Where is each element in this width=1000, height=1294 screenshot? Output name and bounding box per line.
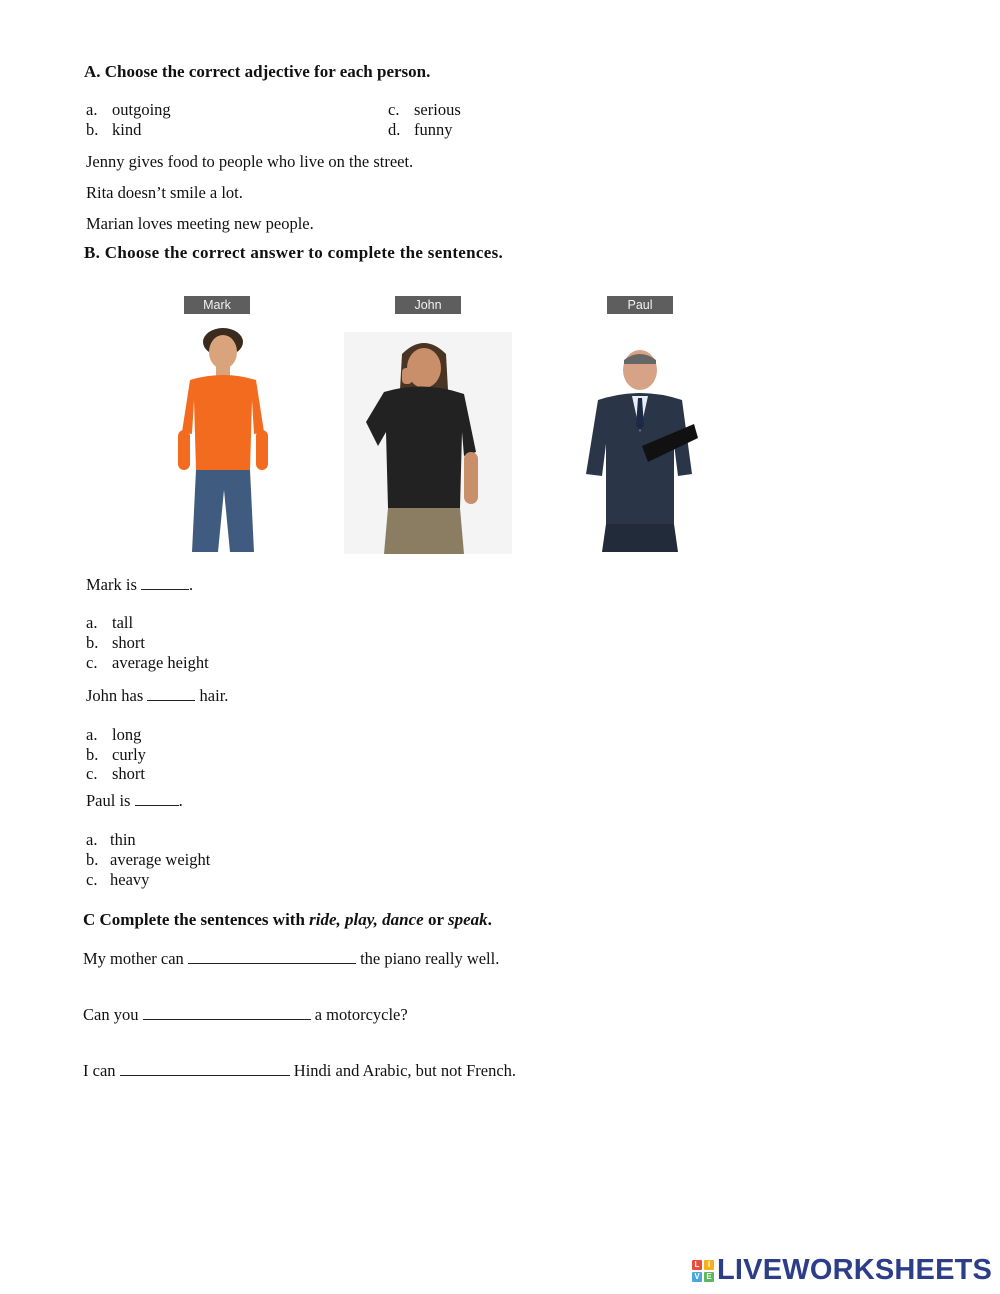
q1-option-b[interactable]: b. short xyxy=(86,633,145,652)
sentence-rita: Rita doesn’t smile a lot. xyxy=(86,183,243,202)
q1-option-c[interactable]: c. average height xyxy=(86,653,209,672)
q2-option-a[interactable]: a. long xyxy=(86,725,142,744)
q2-option-b[interactable]: b. curly xyxy=(86,745,146,764)
question-paul: Paul is . xyxy=(86,791,183,810)
section-b-heading: B. Choose the correct answer to complete the sentences. xyxy=(84,243,504,262)
question-john: John has hair. xyxy=(86,686,229,705)
sentence-c3: I can Hindi and Arabic, but not French. xyxy=(83,1061,517,1080)
q3-option-b[interactable]: b. average weight xyxy=(86,850,211,869)
paul-photo xyxy=(582,348,706,554)
liveworksheets-logo xyxy=(692,1254,992,1287)
q2-option-c[interactable]: c. short xyxy=(86,764,145,783)
mark-photo xyxy=(168,320,278,554)
answer-blank[interactable] xyxy=(141,575,189,590)
logo-icon xyxy=(692,1260,714,1282)
john-photo xyxy=(344,332,512,554)
answer-blank[interactable] xyxy=(188,949,356,964)
answer-blank[interactable] xyxy=(147,686,195,701)
logo-letter: L xyxy=(692,1260,702,1270)
name-label-john: John xyxy=(395,296,461,314)
answer-blank[interactable] xyxy=(135,791,179,806)
logo-letter: I xyxy=(704,1260,714,1270)
name-label-mark: Mark xyxy=(184,296,250,314)
q3-option-c[interactable]: c. heavy xyxy=(86,870,150,889)
answer-blank[interactable] xyxy=(120,1061,290,1076)
name-label-paul: Paul xyxy=(607,296,673,314)
option-a: a. outgoing xyxy=(86,100,171,119)
q1-option-a[interactable]: a. tall xyxy=(86,613,134,632)
sentence-c1: My mother can the piano really well. xyxy=(83,949,500,968)
logo-text: LIVEWORKSHEETS xyxy=(717,1254,993,1286)
section-a-heading: A. Choose the correct adjective for each person. xyxy=(84,62,431,81)
answer-blank[interactable] xyxy=(143,1005,311,1020)
sentence-marian: Marian loves meeting new people. xyxy=(86,214,314,233)
sentence-jenny: Jenny gives food to people who live on the street. xyxy=(86,152,414,171)
section-c-heading: C Complete the sentences with ride, play, dance or speak. xyxy=(83,910,492,929)
option-b: b. kind xyxy=(86,120,142,139)
option-c: c. serious xyxy=(388,100,461,119)
logo-letter: V xyxy=(692,1272,702,1282)
option-d: d. funny xyxy=(388,120,453,139)
sentence-c2: Can you a motorcycle? xyxy=(83,1005,408,1024)
logo-letter: E xyxy=(704,1272,714,1282)
q3-option-a[interactable]: a. thin xyxy=(86,830,136,849)
question-mark: Mark is . xyxy=(86,575,194,594)
